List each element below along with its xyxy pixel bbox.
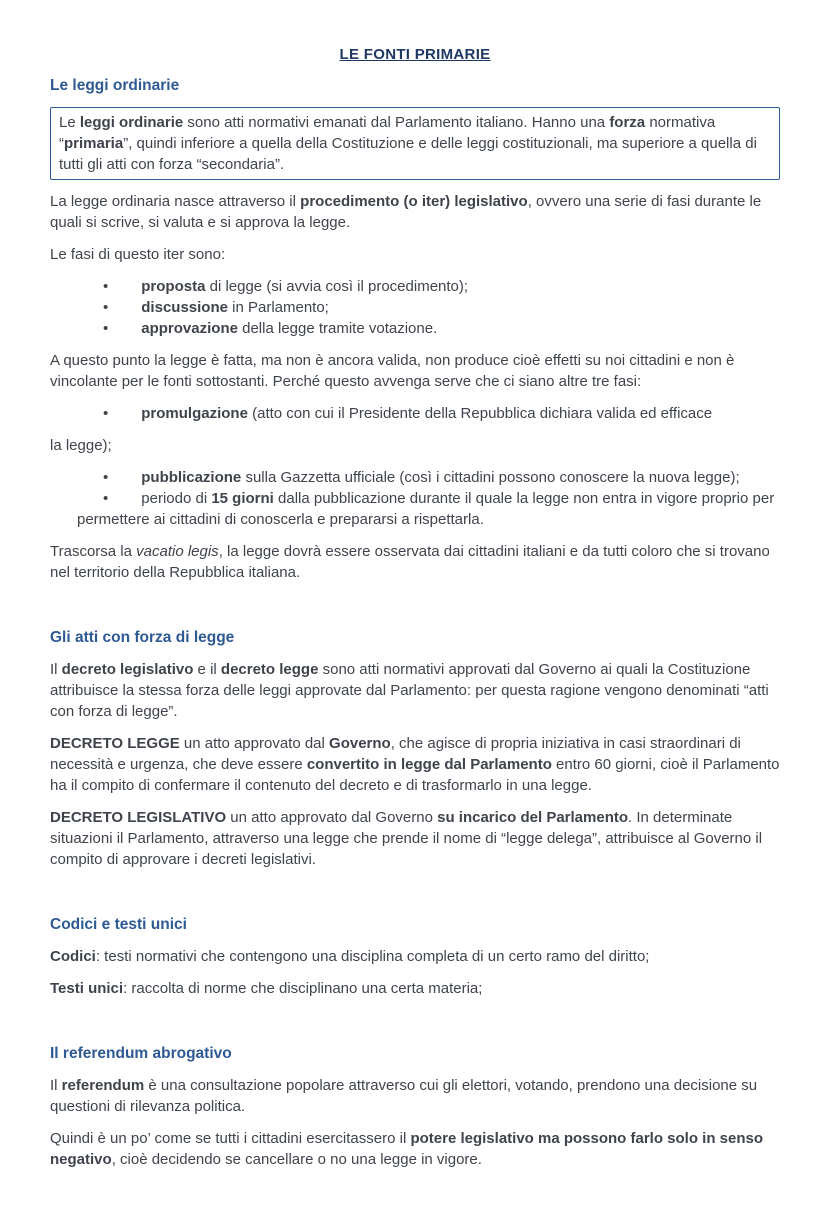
bullet-icon: •	[103, 469, 109, 486]
text-run: , ovvero una serie di fasi durante le quali si scrive, si valuta e si approva la legge.	[50, 193, 762, 231]
text-run: . In determinate situazioni il Parlamento, attraverso una legge che prende il nome di “legge delega”, attribuisce al Governo il compito di approvare i decreti legislativi.	[50, 809, 763, 868]
paragraph	[50, 946, 780, 967]
text-run: decreto legislativo	[61, 661, 194, 678]
text-run: pubblicazione	[141, 469, 242, 486]
text-run: Il	[50, 1077, 62, 1094]
text-run: , che agisce di propria iniziativa in casi straordinari di necessità e urgenza, che deve essere	[50, 735, 741, 773]
document-blocks	[50, 77, 780, 1170]
bullet-item	[50, 318, 780, 339]
text-run: referendum	[61, 1077, 145, 1094]
text-run: di legge (si avvia così il procedimento);	[205, 278, 469, 295]
paragraph	[50, 1075, 780, 1117]
text-run: normativa “	[59, 114, 716, 152]
text-run: dalla pubblicazione durante il quale la legge non entra in vigore proprio per permettere ai cittadini di conoscerla e prepararsi a rispettarla.	[77, 490, 775, 528]
text-run: La legge ordinaria nasce attraverso il	[50, 193, 301, 210]
text-run: periodo di	[141, 490, 212, 507]
bullet-item	[50, 403, 780, 424]
text-run: decreto legge	[220, 661, 319, 678]
text-run: potere legislativo ma possono farlo solo in senso negativo	[50, 1130, 764, 1168]
text-run: la legge);	[50, 437, 112, 454]
text-run: 15 giorni	[211, 490, 274, 507]
paragraph	[50, 350, 780, 392]
text-run: A questo punto la legge è fatta, ma non è ancora valida, non produce cioè effetti su noi cittadini e non è vincolante per le fonti sottostanti. Perché questo avvenga serve che ci siano altre tre fasi:	[50, 352, 735, 390]
text-run: un atto approvato dal	[179, 735, 330, 752]
text-run: (atto con cui il Presidente della Repubblica dichiara valida ed efficace	[247, 405, 713, 422]
paragraph	[50, 733, 780, 796]
bullet-icon: •	[103, 320, 109, 337]
text-run: forza	[609, 114, 646, 131]
text-run: sono atti normativi emanati dal Parlamento italiano. Hanno una	[183, 114, 610, 131]
paragraph	[50, 541, 780, 583]
bullet-item	[50, 488, 780, 530]
text-run: Governo	[329, 735, 391, 752]
text-run: Trascorsa la	[50, 543, 137, 560]
bullet-list	[50, 276, 780, 339]
text-run: Codici	[50, 948, 96, 965]
text-run: Le	[59, 114, 80, 131]
document-title: LE FONTI PRIMARIE	[339, 46, 491, 63]
text-run: : testi normativi che contengono una disciplina completa di un certo ramo del diritto;	[95, 948, 650, 965]
text-run: sono atti normativi approvati dal Governo ai quali la Costituzione attribuisce la stessa forza delle leggi approvate dal Parlamento: per questa ragione vengono denominati “atti con forza di legge”.	[50, 661, 769, 720]
bullet-item	[50, 467, 780, 488]
text-run: della legge tramite votazione.	[237, 320, 438, 337]
text-run: su incarico del Parlamento	[437, 809, 629, 826]
section-heading: Le leggi ordinarie	[50, 77, 180, 94]
section-heading: Codici e testi unici	[50, 916, 187, 933]
bullet-item	[50, 297, 780, 318]
text-run: Quindi è un po’ come se tutti i cittadini esercitassero il	[50, 1130, 411, 1147]
text-run: e il	[193, 661, 221, 678]
text-run: ”, quindi inferiore a quella della Costituzione e delle leggi costituzionali, ma superiore a quella di tutti gli atti con forza “secondaria”.	[59, 135, 757, 173]
paragraph	[50, 807, 780, 870]
bullet-icon: •	[103, 299, 109, 316]
text-run: Le fasi di questo iter sono:	[50, 246, 226, 263]
bullet-list	[50, 403, 780, 424]
paragraph	[50, 659, 780, 722]
text-run: leggi ordinarie	[79, 114, 184, 131]
bullet-item	[50, 276, 780, 297]
text-run: approvazione	[141, 320, 238, 337]
text-run: discussione	[141, 299, 228, 316]
text-run: Testi unici	[50, 980, 124, 997]
text-run: promulgazione	[141, 405, 248, 422]
text-run: , cioè decidendo se cancellare o no una legge in vigore.	[111, 1151, 482, 1168]
section-heading: Il referendum abrogativo	[50, 1045, 232, 1062]
text-run: un atto approvato dal Governo	[226, 809, 438, 826]
text-run: entro 60 giorni, cioè il Parlamento ha il compito di confermare il contenuto del decreto e di trasformarlo in una legge.	[50, 756, 780, 794]
text-run: proposta	[141, 278, 206, 295]
bullet-list	[50, 467, 780, 530]
text-run: , la legge dovrà essere osservata dai cittadini italiani e da tutti coloro che si trovano nel territorio della Repubblica italiana.	[50, 543, 770, 581]
paragraph	[50, 244, 780, 265]
highlight-box-paragraph	[50, 107, 780, 180]
paragraph	[50, 435, 780, 456]
text-run: vacatio legis	[136, 543, 219, 560]
text-run: primaria	[64, 135, 124, 152]
bullet-icon: •	[103, 278, 109, 295]
text-run: è una consultazione popolare attraverso cui gli elettori, votando, prendono una decisione su questioni di rilevanza politica.	[50, 1077, 758, 1115]
text-run: : raccolta di norme che disciplinano una certa materia;	[123, 980, 483, 997]
text-run: procedimento (o iter) legislativo	[300, 193, 528, 210]
section-heading: Gli atti con forza di legge	[50, 629, 235, 646]
paragraph	[50, 1128, 780, 1170]
text-run: in Parlamento;	[227, 299, 329, 316]
text-run: DECRETO LEGISLATIVO	[50, 809, 227, 826]
bullet-icon: •	[103, 405, 109, 422]
text-run: sulla Gazzetta ufficiale (così i cittadini possono conoscere la nuova legge);	[241, 469, 740, 486]
paragraph	[50, 191, 780, 233]
text-run: DECRETO LEGGE	[50, 735, 180, 752]
paragraph	[50, 978, 780, 999]
bullet-icon: •	[103, 490, 109, 507]
text-run: convertito in legge dal Parlamento	[306, 756, 552, 773]
text-run: Il	[50, 661, 62, 678]
